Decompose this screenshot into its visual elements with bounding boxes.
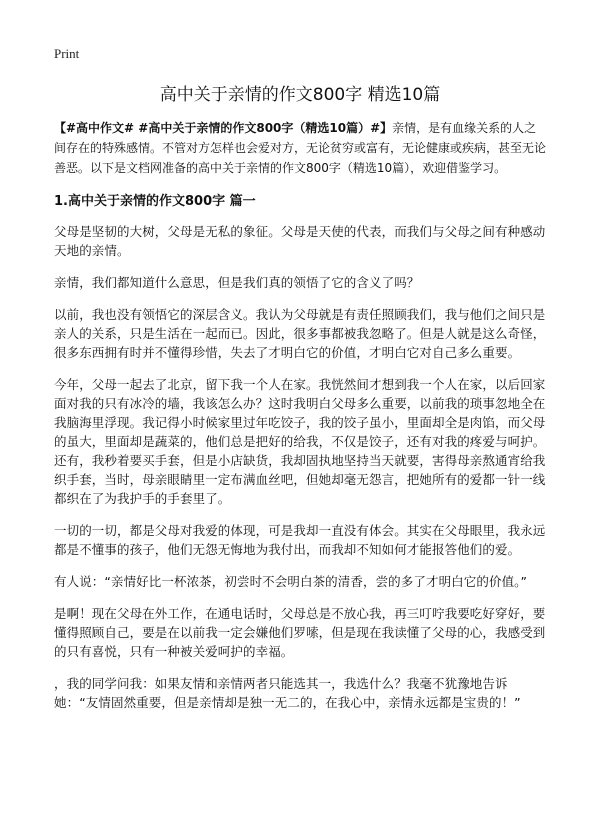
paragraph-8: ，我的同学问我：如果友情和亲情两者只能选其一，我选什么？我毫不犹豫地告诉她：“友情固然重要，但是亲情却是独一无二的，在我心中，亲情永远都是宝贵的！” xyxy=(54,676,521,710)
paragraph-4: 今年，父母一起去了北京，留下我一个人在家。我恍然间才想到我一个人在家，以后回家面对我的只有冰冷的墙，我该怎么办？这时我明白父母多么重要，以前我的琐事忽地全在我脑海里浮现。我记得小时候家里过年吃饺子，我的饺子虽小，里面却全是肉馅，而父母的虽大，里面却是蔬菜的，他们总是把好的给我，不仅是饺子，还有对我的疼爱与呵护。还有，我秒着要买手套，但是小店缺货，我却固执地坚持当天就要，害得母亲熬通宵给我织手套，当时，母亲眼睛里一定布满血丝吧，但她却毫无怨言，把她所有的爱都一针一线都织在了为我护手的手套里了。 xyxy=(54,377,546,506)
page-title: 高中关于亲情的作文800字 精选10篇 xyxy=(159,85,441,105)
paragraph-6: 有人说：“亲情好比一杯浓茶，初尝时不会明白茶的清香，尝的多了才明白它的价值。” xyxy=(54,574,528,589)
paragraph-2: 亲情，我们都知道什么意思，但是我们真的领悟了它的含义了吗？ xyxy=(54,275,420,290)
paragraph-3: 以前，我也没有领悟它的深层含义。我认为父母就是有责任照顾我们，我与他们之间只是亲人的关系，只是生活在一起而已。因此，很多事都被我忽略了。但是人就是这么奇怪，很多东西拥有时并不懂得珍惜，失去了才明白它的价值，才明白它对自己多么重要。 xyxy=(54,307,546,360)
paragraph-7: 是啊！现在父母在外工作，在通电话时，父母总是不放心我，再三叮咛我要吃好穿好，要懂得照顾自己，要是在以前我一定会嫌他们罗嗦，但是现在我读懂了父母的心，我感受到的只有喜悦，只有一种被关爱呵护的幸福。 xyxy=(54,606,546,659)
intro-tag: 【#高中作文# #高中关于亲情的作文800字（精选10篇）#】 xyxy=(54,121,393,135)
intro-text: 亲情，是有血缘关系的人之间存在的特殊感情。不管对方怎样也会爱对方，无论贫穷或富有，无论健康或疾病，甚至无论善恶。以下是文档网准备的高中关于亲情的作文800字（精选10篇），欢迎借鉴学习。 xyxy=(54,121,547,175)
section-heading: 1.高中关于亲情的作文800字 篇一 xyxy=(54,194,256,209)
paragraph-5: 一切的一切，都是父母对我爱的体现，可是我却一直没有体会。其实在父母眼里，我永远都是不懂事的孩子，他们无怨无悔地为我付出，而我却不知如何才能报答他们的爱。 xyxy=(54,523,546,557)
intro-paragraph xyxy=(54,118,548,178)
print-label: Print xyxy=(54,46,80,61)
paragraph-1: 父母是坚韧的大树，父母是无私的象征。父母是天使的代表，而我们与父母之间有种感动天地的亲情。 xyxy=(54,224,546,258)
document-body xyxy=(54,118,548,725)
